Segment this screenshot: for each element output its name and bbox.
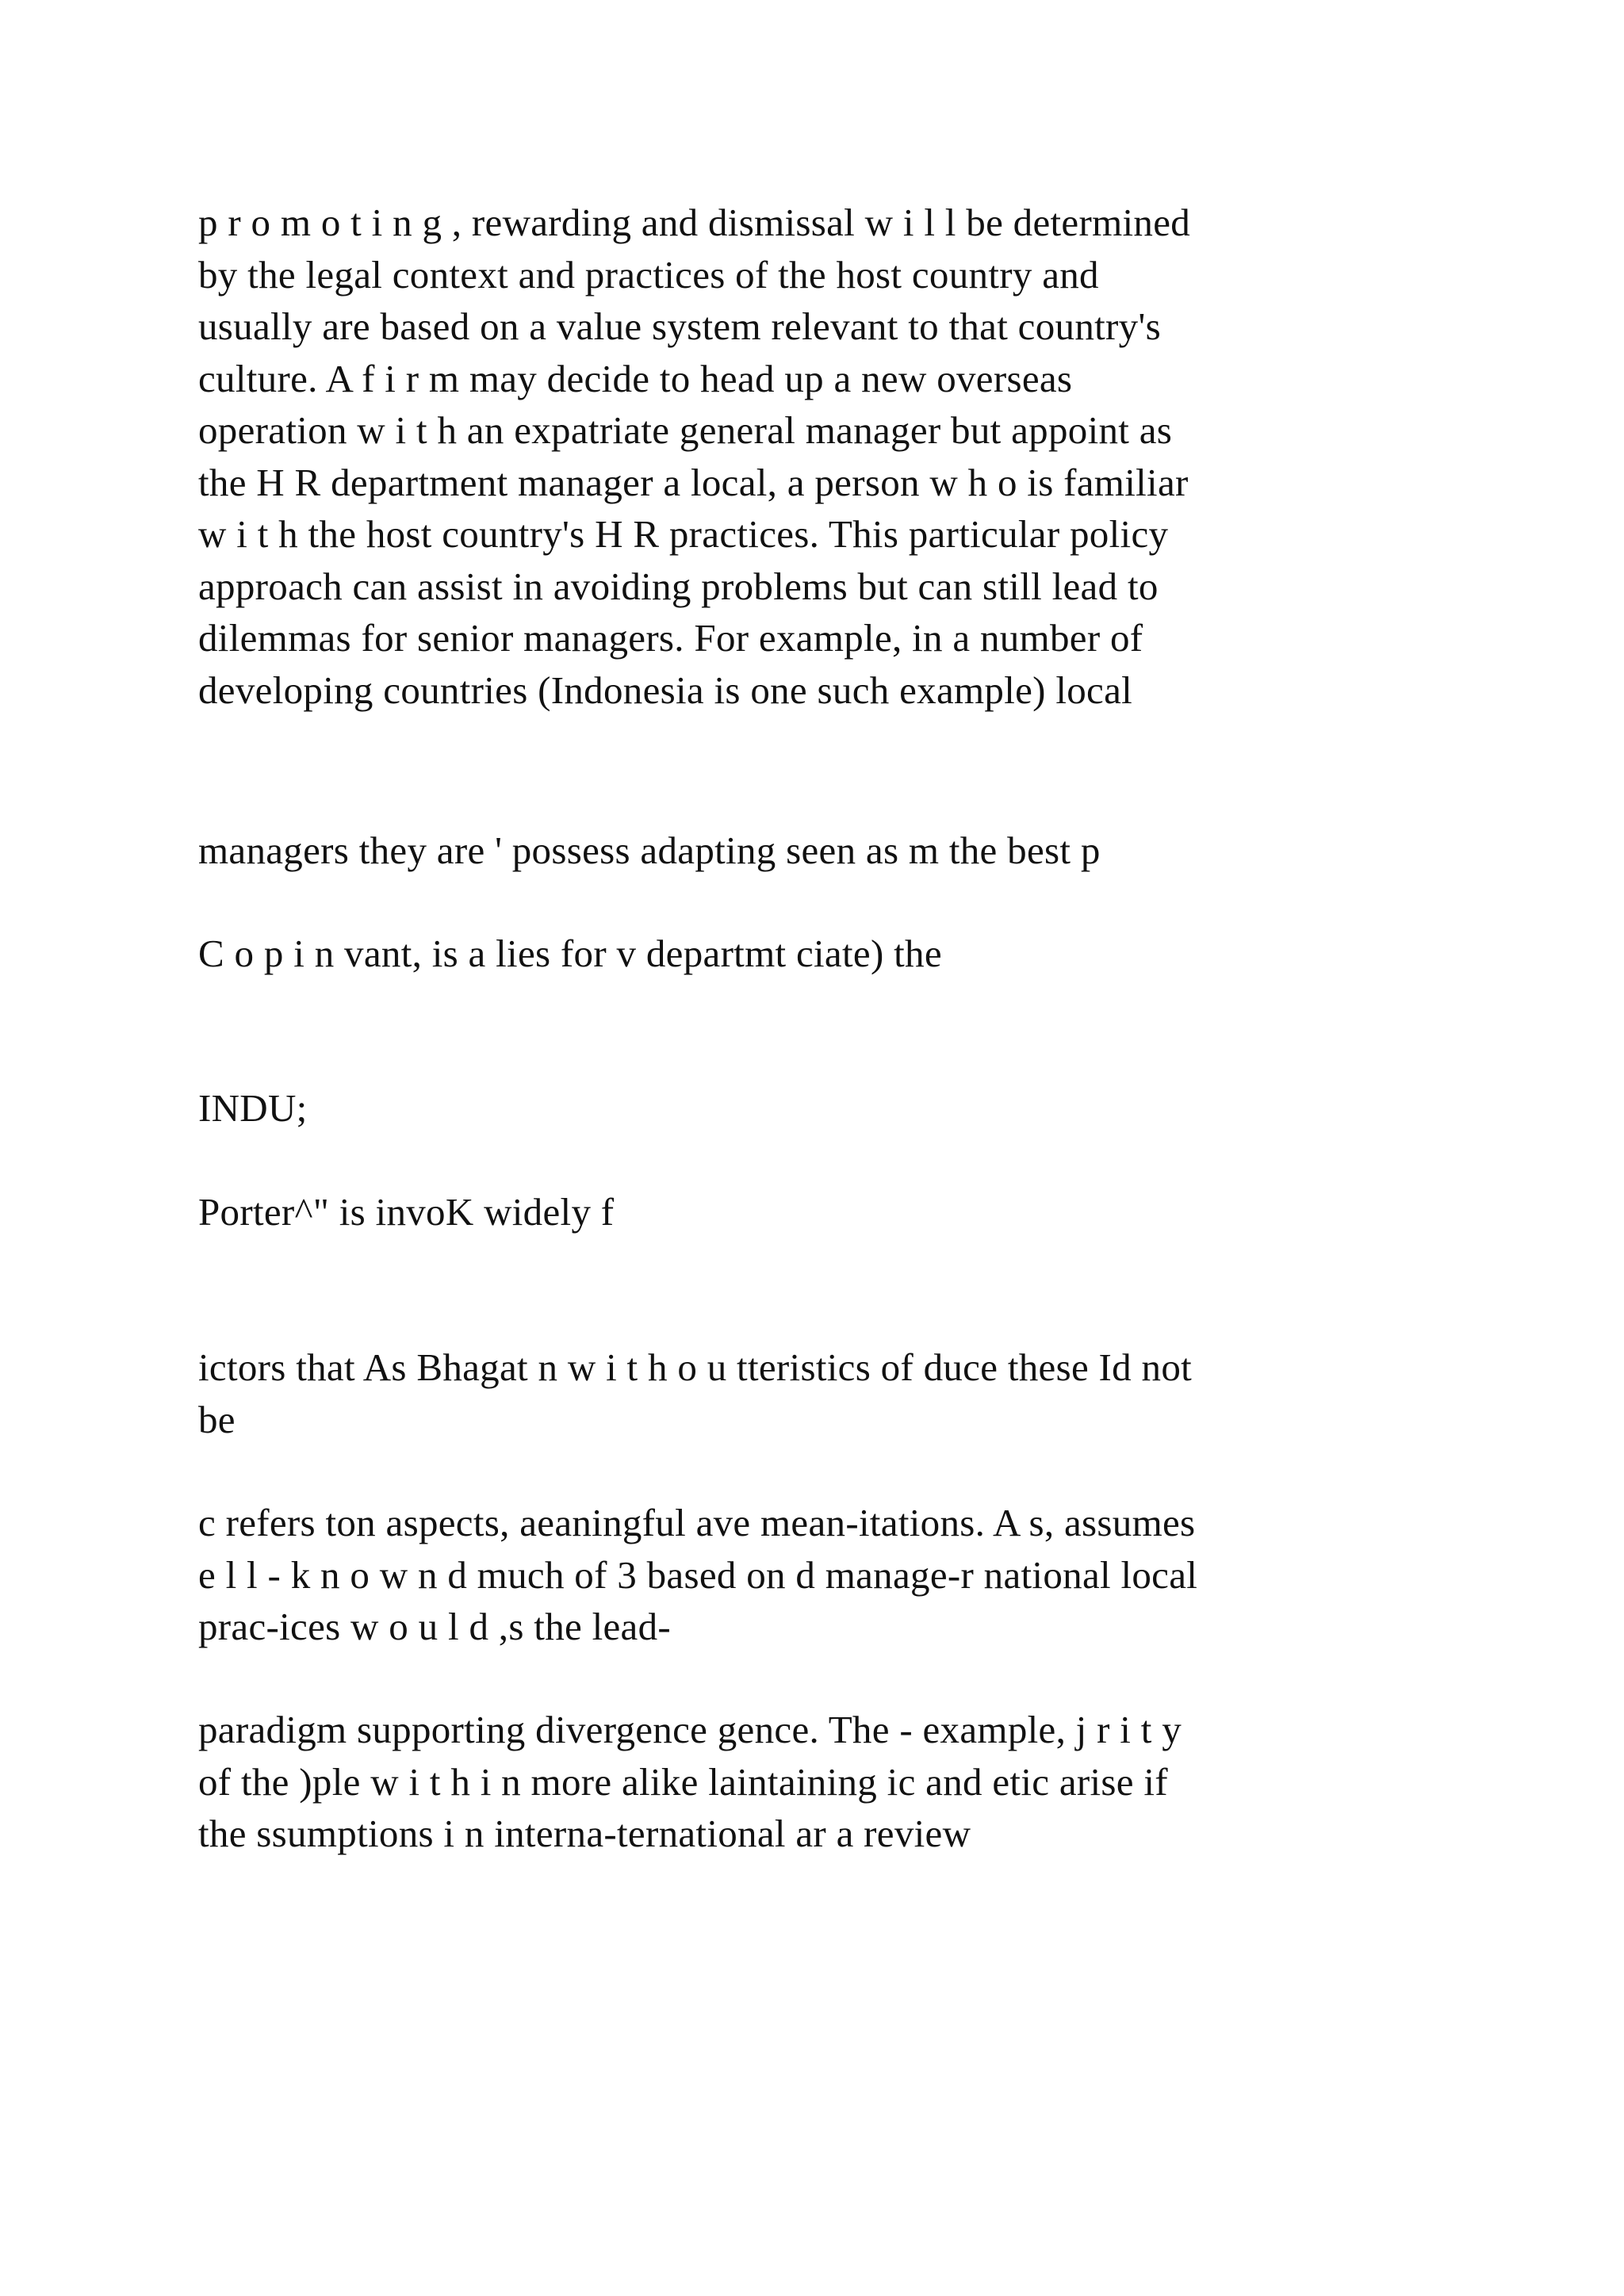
text-line: w i t h the host country's H R practices. This particular policy — [198, 512, 1169, 556]
text-line: approach can assist in avoiding problems but can still lead to — [198, 564, 1159, 608]
text-line: of the )ple w i t h i n more alike laintaining ic and etic arise if — [198, 1759, 1168, 1804]
text-line: by the legal context and practices of the host country and — [198, 252, 1099, 297]
text-line: e l l - k n o w n d much of 3 based on d manage-r national local — [198, 1552, 1198, 1597]
text-line: ictors that As Bhagat n w i t h o u tteristics of duce these Id not — [198, 1345, 1193, 1389]
text-line: c refers ton aspects, aeaningful ave mean-itations. A s, assumes — [198, 1501, 1196, 1544]
paragraph-divergence — [198, 1704, 1435, 1860]
text-line: paradigm supporting divergence gence. The - example, j r i t y — [198, 1708, 1182, 1751]
paragraph-hr-practices — [198, 197, 1435, 716]
paragraph-bhagat — [198, 1341, 1435, 1445]
paragraph-copin — [198, 928, 1435, 980]
paragraph-indu — [198, 1082, 1435, 1135]
text-line: INDU; — [198, 1086, 308, 1130]
text-line: operation w i t h an expatriate general manager but appoint as — [198, 408, 1173, 452]
text-line: the ssumptions i n interna-ternational ar a review — [198, 1812, 971, 1855]
text-line: usually are based on a value system relevant to that country's — [198, 304, 1161, 348]
text-line: p r o m o t i n g , rewarding and dismissal w i l l be determined — [198, 201, 1191, 244]
text-line: developing countries (Indonesia is one such example) local — [198, 668, 1133, 712]
text-line: managers they are ' possess adapting seen as m the best p — [198, 828, 1101, 872]
text-line: prac-ices w o u l d ,s the lead- — [198, 1605, 672, 1648]
text-line: the H R department manager a local, a person w h o is familiar — [198, 460, 1189, 504]
text-line: dilemmas for senior managers. For example, in a number of — [198, 616, 1143, 660]
paragraph-managers — [198, 825, 1435, 877]
paragraph-porter — [198, 1186, 1435, 1238]
text-line: Porter^" is invoK widely f — [198, 1190, 615, 1234]
text-line: C o p i n vant, is a lies for v departmt ciate) the — [198, 932, 942, 975]
paragraph-emic-aspects — [198, 1497, 1435, 1653]
text-line: be — [198, 1397, 236, 1441]
text-line: culture. A f i r m may decide to head up a new overseas — [198, 356, 1073, 400]
